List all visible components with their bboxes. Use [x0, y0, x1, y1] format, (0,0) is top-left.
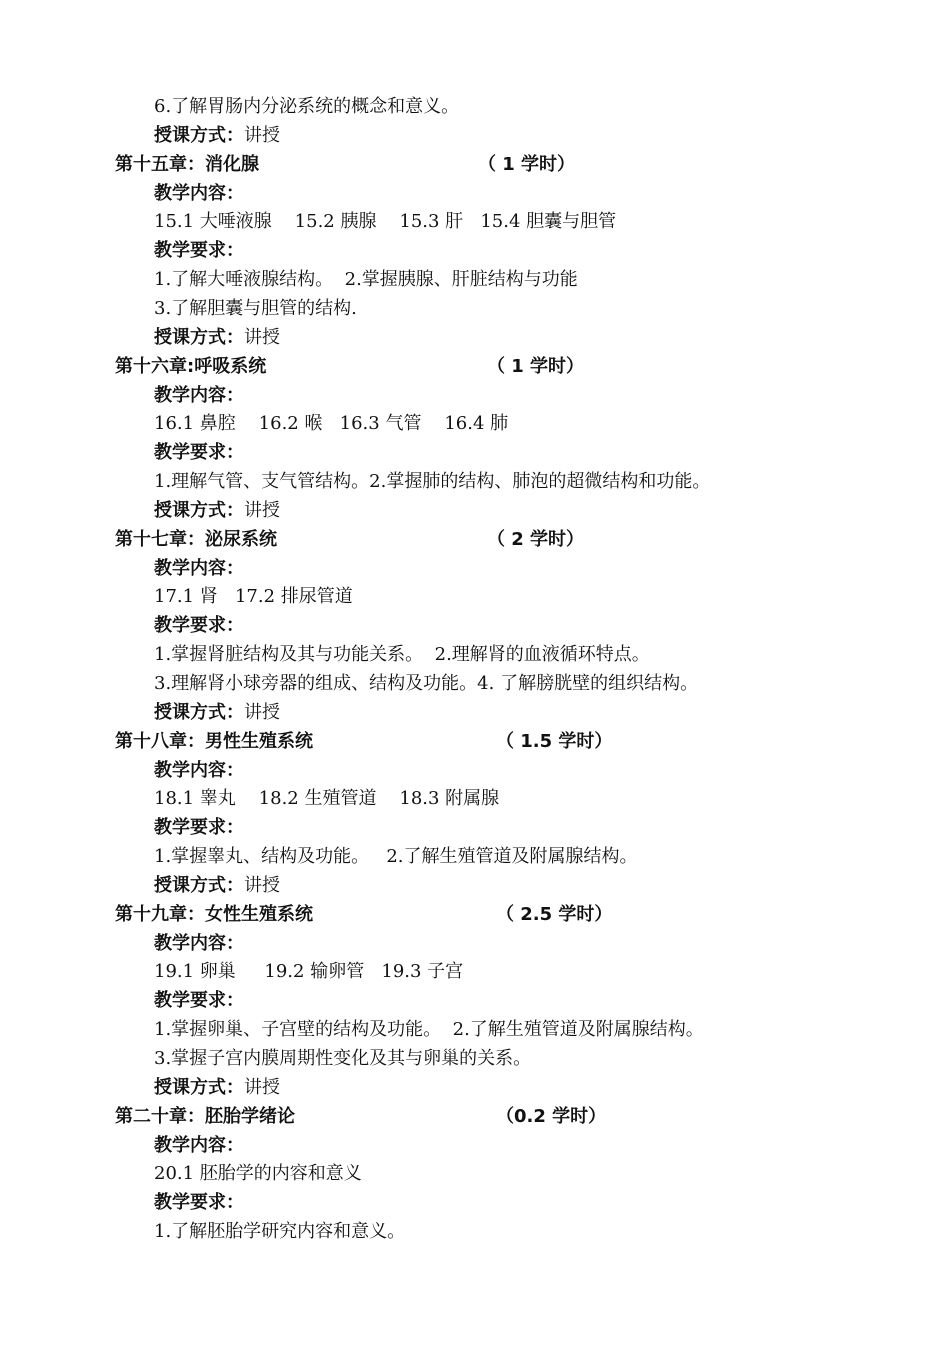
requirement-label: 教学要求：	[154, 615, 244, 636]
content-label: 教学内容：	[154, 933, 244, 954]
content-line: 17.1 肾 17.2 排尿管道	[154, 586, 353, 607]
method-value: 讲授	[244, 875, 280, 896]
method-value: 讲授	[244, 1077, 280, 1098]
requirement-label: 教学要求：	[154, 990, 244, 1011]
method-value: 讲授	[244, 500, 280, 521]
teaching-method	[154, 701, 280, 725]
chapter-16-title: 第十六章:呼吸系统	[115, 356, 267, 377]
method-label: 授课方式：	[154, 1077, 244, 1098]
method-label: 授课方式：	[154, 875, 244, 896]
method-value: 讲授	[244, 327, 280, 348]
requirement-label: 教学要求：	[154, 1192, 244, 1213]
content-label: 教学内容：	[154, 760, 244, 781]
teaching-method	[154, 499, 280, 523]
requirement-line: 1.掌握睾丸、结构及功能。 2.了解生殖管道及附属腺结构。	[154, 846, 638, 867]
requirement-line: 1.掌握卵巢、子宫壁的结构及功能。 2.了解生殖管道及附属腺结构。	[154, 1019, 704, 1040]
requirement-line: 1.理解气管、支气管结构。2.掌握肺的结构、肺泡的超微结构和功能。	[154, 471, 711, 492]
chapter-17-title: 第十七章：泌尿系统	[115, 529, 277, 550]
requirement-line: 3.掌握子宫内膜周期性变化及其与卵巢的关系。	[154, 1048, 532, 1069]
chapter-16-hours: （ 1 学时）	[487, 356, 585, 377]
teaching-method	[154, 124, 280, 148]
content-label: 教学内容：	[154, 385, 244, 406]
teaching-method	[154, 326, 280, 350]
content-line: 18.1 睾丸 18.2 生殖管道 18.3 附属腺	[154, 788, 500, 809]
method-label: 授课方式：	[154, 500, 244, 521]
requirement-line: 6.了解胃肠内分泌系统的概念和意义。	[154, 96, 460, 117]
method-label: 授课方式：	[154, 327, 244, 348]
method-value: 讲授	[244, 125, 280, 146]
chapter-18-hours: （ 1.5 学时）	[496, 731, 613, 752]
chapter-20-title: 第二十章：胚胎学绪论	[115, 1106, 295, 1127]
chapter-19-hours: （ 2.5 学时）	[496, 904, 613, 925]
content-line: 20.1 胚胎学的内容和意义	[154, 1163, 362, 1184]
content-line: 15.1 大唾液腺 15.2 胰腺 15.3 肝 15.4 胆囊与胆管	[154, 211, 617, 232]
chapter-20-hours: （0.2 学时）	[496, 1106, 607, 1127]
requirement-line: 3.了解胆囊与胆管的结构.	[154, 298, 357, 319]
chapter-17-hours: （ 2 学时）	[487, 529, 585, 550]
requirement-label: 教学要求：	[154, 817, 244, 838]
requirement-line: 1.了解大唾液腺结构。 2.掌握胰腺、肝脏结构与功能	[154, 269, 578, 290]
chapter-15-hours: （ 1 学时）	[478, 154, 576, 175]
requirement-line: 3.理解肾小球旁器的组成、结构及功能。4. 了解膀胱壁的组织结构。	[154, 673, 699, 694]
requirement-label: 教学要求：	[154, 442, 244, 463]
method-value: 讲授	[244, 702, 280, 723]
chapter-19-title: 第十九章：女性生殖系统	[115, 904, 313, 925]
content-line: 16.1 鼻腔 16.2 喉 16.3 气管 16.4 肺	[154, 413, 509, 434]
content-label: 教学内容：	[154, 183, 244, 204]
chapter-18-title: 第十八章：男性生殖系统	[115, 731, 313, 752]
content-line: 19.1 卵巢 19.2 输卵管 19.3 子宫	[154, 961, 464, 982]
teaching-method	[154, 874, 280, 898]
method-label: 授课方式：	[154, 702, 244, 723]
teaching-method	[154, 1076, 280, 1100]
content-label: 教学内容：	[154, 558, 244, 579]
method-label: 授课方式：	[154, 125, 244, 146]
requirement-line: 1.了解胚胎学研究内容和意义。	[154, 1221, 406, 1242]
requirement-line: 1.掌握肾脏结构及其与功能关系。 2.理解肾的血液循环特点。	[154, 644, 650, 665]
content-label: 教学内容：	[154, 1135, 244, 1156]
requirement-label: 教学要求：	[154, 240, 244, 261]
chapter-15-title: 第十五章：消化腺	[115, 154, 259, 175]
